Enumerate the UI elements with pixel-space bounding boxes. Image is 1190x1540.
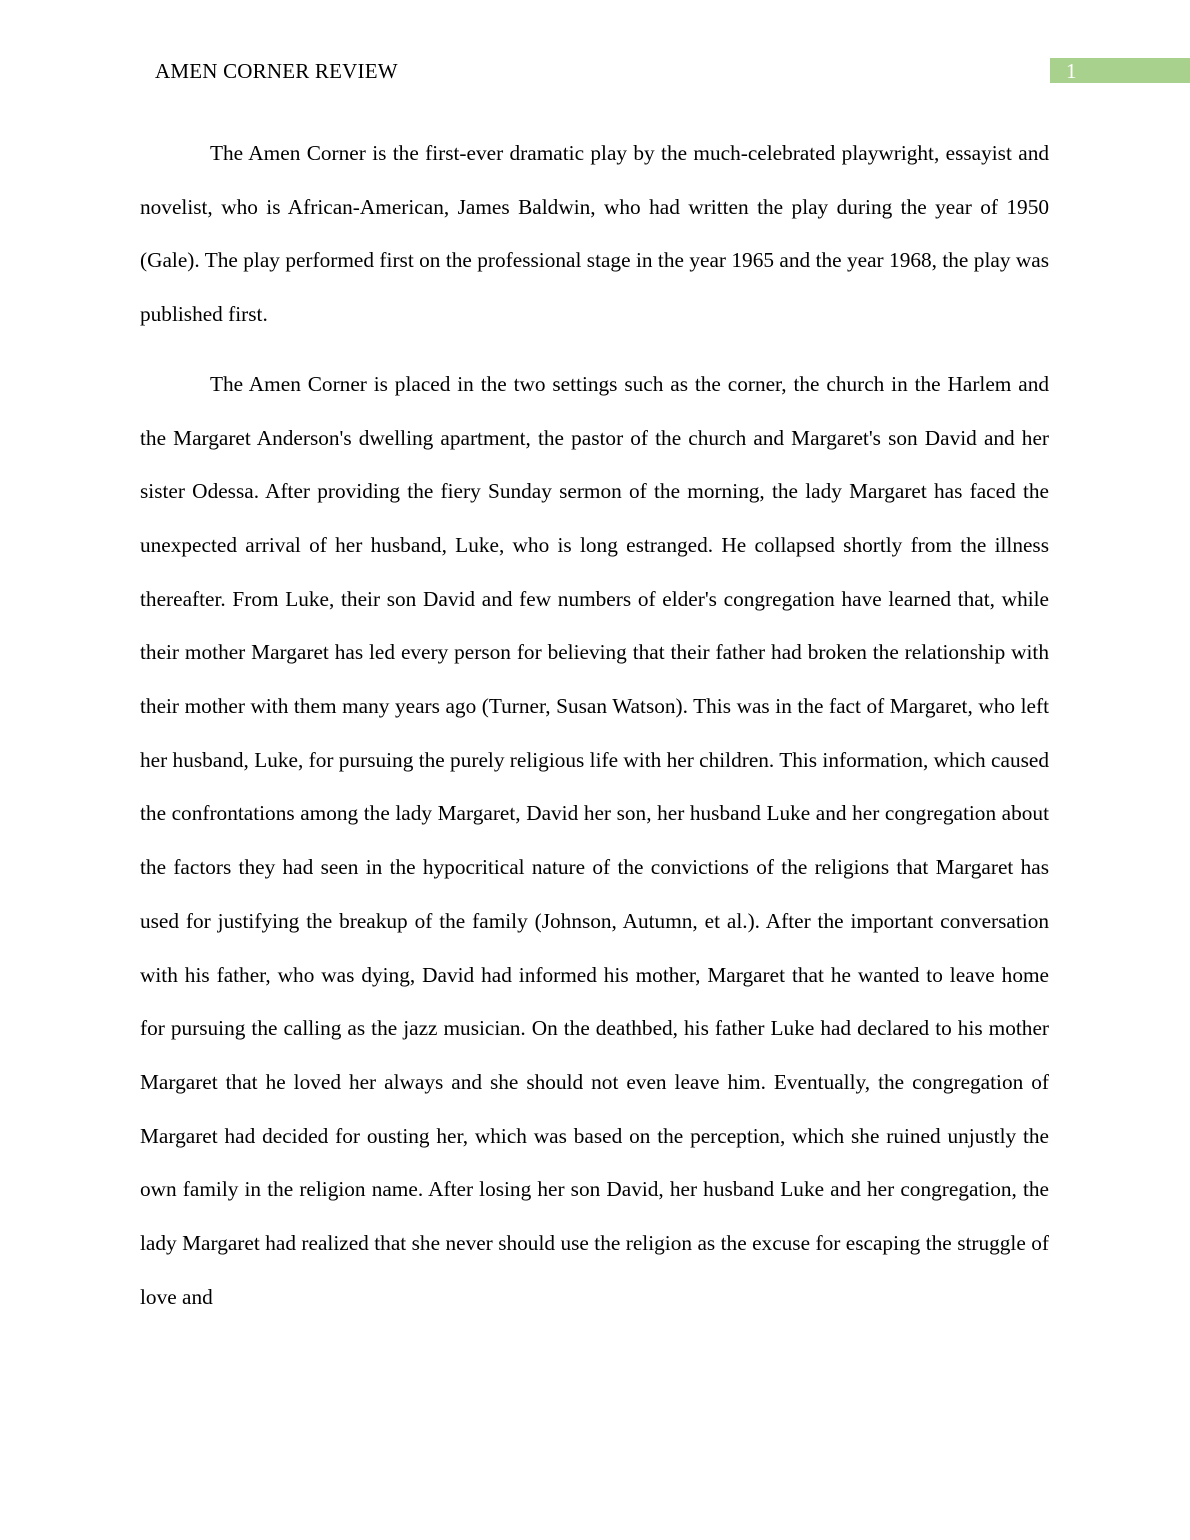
running-head: AMEN CORNER REVIEW (155, 59, 398, 83)
document-body (140, 127, 1049, 1324)
body-paragraph-2: The Amen Corner is placed in the two settings such as the corner, the church in the Harlem and the Margaret Anderson's dwelling apartment, the pastor of the church and Margaret's son David and her sister Odessa. After providing the fiery Sunday sermon of the morning, the lady Margaret has faced the unexpected arrival of her husband, Luke, who is long estranged. He collapsed shortly from the illness thereafter. From Luke, their son David and few numbers of elder's congregation have learned that, while their mother Margaret has led every person for believing that their father had broken the relationship with their mother with them many years ago (Turner, Susan Watson). This was in the fact of Margaret, who left her husband, Luke, for pursuing the purely religious life with her children. This information, which caused the confrontations among the lady Margaret, David her son, her husband Luke and her congregation about the factors they had seen in the hypocritical nature of the convictions of the religions that Margaret has used for justifying the breakup of the family (Johnson, Autumn, et al.). After the important conversation with his father, who was dying, David had informed his mother, Margaret that he wanted to leave home for pursuing the calling as the jazz musician. On the deathbed, his father Luke had declared to his mother Margaret that he loved her always and she should not even leave him. Eventually, the congregation of Margaret had decided for ousting her, which was based on the perception, which she ruined unjustly the own family in the religion name. After losing her son David, her husband Luke and her congregation, the lady Margaret had realized that she never should use the religion as the excuse for escaping the struggle of love and (140, 371, 1049, 1309)
body-paragraph-1: The Amen Corner is the first-ever dramatic play by the much-celebrated playwright, essayist and novelist, who is African-American, James Baldwin, who had written the play during the year of 1950 (Gale). The play performed first on the professional stage in the year 1965 and the year 1968, the play was published first. (140, 141, 1049, 327)
page-number: 1 (1066, 59, 1077, 83)
